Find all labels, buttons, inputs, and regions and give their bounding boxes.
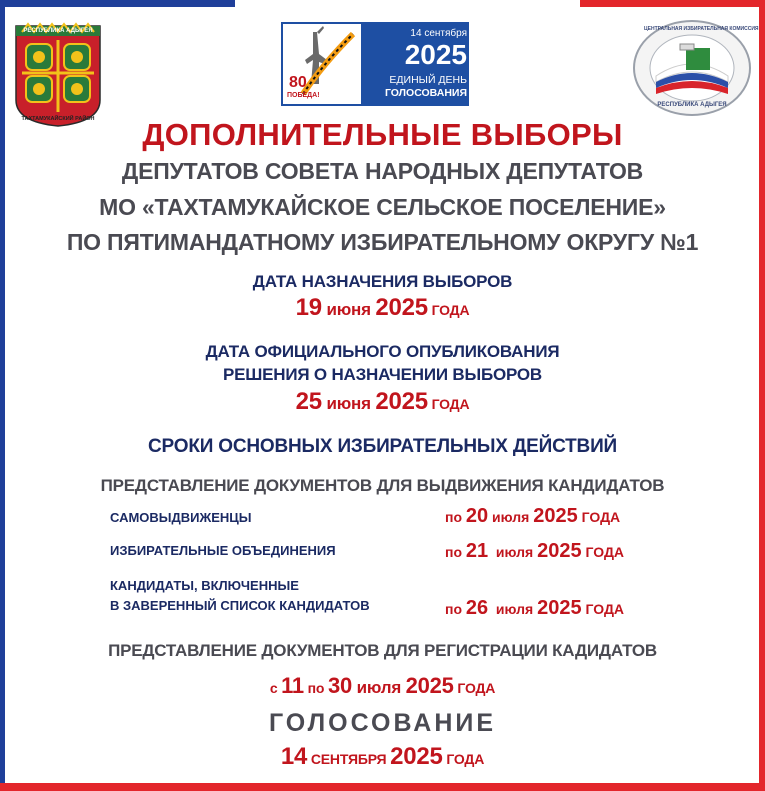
nomination-row-3-month: июля <box>488 601 538 617</box>
voting-date <box>0 743 765 771</box>
banner-line-2: ГОЛОСОВАНИЯ <box>384 87 467 99</box>
registration-suffix: ГОДА <box>453 680 496 696</box>
appointment-suffix: ГОДА <box>427 302 470 318</box>
nomination-row-2-label: ИЗБИРАТЕЛЬНЫЕ ОБЪЕДИНЕНИЯ <box>110 543 336 558</box>
emblem-bottom-text: ТАХТАМУКАЙСКИЙ РАЙОН <box>21 116 95 122</box>
nomination-row-1-prefix: по <box>445 509 466 525</box>
nomination-row-1-suffix: ГОДА <box>577 509 621 525</box>
registration-heading: ПРЕДСТАВЛЕНИЕ ДОКУМЕНТОВ ДЛЯ РЕГИСТРАЦИИ КАДИДАТОВ <box>108 641 657 660</box>
frame-top-blue-stripe <box>0 0 235 7</box>
nomination-row-3-date <box>445 597 624 620</box>
subtitle-line-3: ПО ПЯТИМАНДАТНОМУ ИЗБИРАТЕЛЬНОМУ ОКРУГУ №1 <box>66 229 699 255</box>
subtitle-line-1: ДЕПУТАТОВ СОВЕТА НАРОДНЫХ ДЕПУТАТОВ <box>121 158 644 184</box>
terms-heading: СРОКИ ОСНОВНЫХ ИЗБИРАТЕЛЬНЫХ ДЕЙСТВИЙ <box>148 436 617 457</box>
voting-suffix: ГОДА <box>442 751 485 767</box>
voting-month: СЕНТЯБРЯ <box>307 751 391 767</box>
seal-bottom-text: РЕСПУБЛИКА АДЫГЕЯ <box>657 102 727 108</box>
voting-day: 14 <box>280 743 308 770</box>
district-emblem-icon <box>12 22 104 128</box>
nomination-row-2-prefix: по <box>445 544 466 560</box>
nomination-row-1-date <box>445 505 620 528</box>
banner-image-area <box>283 24 361 104</box>
publication-date <box>0 388 765 416</box>
nomination-row-2-year: 2025 <box>537 540 582 562</box>
nomination-row-3-suffix: ГОДА <box>581 601 625 617</box>
subtitle-line-2: МО «ТАХТАМУКАЙСКОЕ СЕЛЬСКОЕ ПОСЕЛЕНИЕ» <box>99 194 666 220</box>
banner-date: 14 сентября <box>410 28 467 39</box>
district-emblem <box>12 22 104 128</box>
banner-badge-text: ПОБЕДА! <box>287 92 320 99</box>
frame-bottom-stripe <box>0 783 765 791</box>
banner-year: 2025 <box>404 39 467 70</box>
banner-badge-number: 80 <box>289 74 307 91</box>
nomination-row-3-label-1: КАНДИДАТЫ, ВКЛЮЧЕННЫЕ <box>110 578 299 593</box>
publication-month: июня <box>321 394 376 413</box>
nomination-row-2-suffix: ГОДА <box>581 544 625 560</box>
registration-period <box>0 673 765 699</box>
registration-year: 2025 <box>405 673 454 698</box>
frame-top-red-stripe <box>580 0 765 7</box>
nomination-row-3-label-2: В ЗАВЕРЕННЫЙ СПИСОК КАНДИДАТОВ <box>110 598 370 613</box>
appointment-year: 2025 <box>375 294 428 321</box>
appointment-month: июня <box>321 300 376 319</box>
nomination-row-1-month: июля <box>488 509 534 525</box>
publication-label-2: РЕШЕНИЯ О НАЗНАЧЕНИИ ВЫБОРОВ <box>222 365 543 384</box>
registration-from-day: 11 <box>281 673 304 698</box>
voting-heading: ГОЛОСОВАНИЕ <box>268 709 497 737</box>
publication-suffix: ГОДА <box>427 396 470 412</box>
nomination-row-3-day: 26 <box>465 597 489 619</box>
nomination-row-2-date <box>445 540 624 563</box>
registration-from-word: с <box>269 680 282 696</box>
appointment-day: 19 <box>295 294 322 321</box>
appointment-date <box>0 294 765 322</box>
nomination-row-1-year: 2025 <box>533 505 578 527</box>
banner-line-1: ЕДИНЫЙ ДЕНЬ <box>389 74 467 86</box>
appointment-date-label: ДАТА НАЗНАЧЕНИЯ ВЫБОРОВ <box>252 272 513 291</box>
nomination-row-1-label: САМОВЫДВИЖЕНЦЫ <box>110 510 252 525</box>
publication-day: 25 <box>295 388 322 415</box>
registration-to-word: по <box>303 680 328 696</box>
nomination-row-2-month: июля <box>488 544 538 560</box>
voting-day-banner <box>281 22 469 106</box>
voting-year: 2025 <box>390 743 443 770</box>
election-commission-seal <box>630 18 759 118</box>
page-title: ДОПОЛНИТЕЛЬНЫЕ ВЫБОРЫ <box>142 117 623 152</box>
nomination-row-3-year: 2025 <box>537 597 582 619</box>
registration-month: июля <box>352 678 406 697</box>
nomination-row-1-day: 20 <box>465 505 489 527</box>
emblem-top-text: РЕСПУБЛИКА АДЫГЕЯ <box>23 28 93 34</box>
publication-label-1: ДАТА ОФИЦИАЛЬНОГО ОПУБЛИКОВАНИЯ <box>205 342 560 361</box>
nomination-heading: ПРЕДСТАВЛЕНИЕ ДОКУМЕНТОВ ДЛЯ ВЫДВИЖЕНИЯ КАНДИДАТОВ <box>100 476 665 495</box>
nomination-row-3-prefix: по <box>445 601 466 617</box>
nomination-row-2-day: 21 <box>465 540 489 562</box>
seal-top-text: ЦЕНТРАЛЬНАЯ ИЗБИРАТЕЛЬНАЯ КОМИССИЯ <box>644 26 759 32</box>
publication-year: 2025 <box>375 388 428 415</box>
registration-to-day: 30 <box>327 673 353 698</box>
